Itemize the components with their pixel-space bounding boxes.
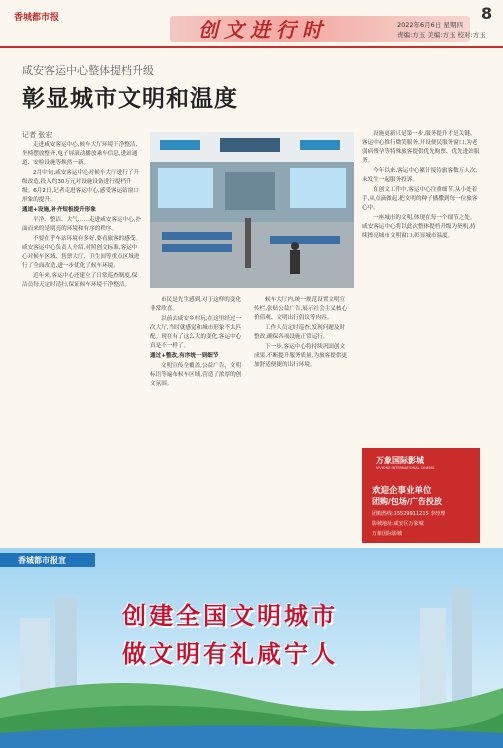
paragraph: 工作人员定时巡查,发现问题及时整改,确保各项设施正常运行。 — [254, 325, 346, 340]
paragraph: 以前去咸安乡村玩,在这里经过一次大厅,当时就感觉和城市形象不太匹配。现在有了这么大的变化,客运中心真是不一样了。 — [150, 316, 242, 349]
paragraph: 设施更新只是第一步,服务提升才是关键。客运中心推行微笑服务,开设便民服务窗口,为老弱病残孕等特殊旅客提供优先购票、优先进站服务。 — [362, 131, 480, 164]
paragraph: 不要在乎车站环境有多好,要看旅客的感受。咸安客运中心负责人介绍,对照创文标准,客运中心对候车区域、售票大厅、卫生间等重点区域进行了全面改造,进一步优化了候车环境。 — [22, 236, 142, 269]
article-column-3 — [254, 296, 350, 543]
article-subhead: 通道+设施,补齐短板提升形象 — [22, 207, 96, 213]
header-divider — [0, 46, 503, 48]
paragraph: 走进咸安客运中心,候车大厅环境干净整洁,坐椅摆放整齐,电子屏滚动播放乘车信息,进站通道、安检设施等焕然一新。 — [22, 142, 138, 166]
publication-date: 2022年6月6日 星期四 — [397, 21, 463, 29]
section-title: 创文进行时 — [198, 18, 328, 42]
station-hall-photo — [150, 132, 354, 288]
paragraph: 文明宣传全覆盖,公益广告、文明标语等遍布候车区域,营造了浓厚的创文氛围。 — [150, 363, 242, 387]
article-byline: 记者 张宏 — [22, 131, 53, 139]
ad-services: 团购/包场/广告投放 — [372, 497, 442, 506]
poster-tag-label: 香城都市报宣 — [18, 556, 66, 565]
paragraph: 平净、整洁、大气……走进咸安客运中心,扑面而来的是明亮的环境和有序的秩序。 — [22, 217, 142, 232]
article-column-4 — [362, 130, 480, 442]
article-kicker: 咸安客运中心整体提档升级 — [22, 64, 154, 77]
newspaper-logo: 香城都市报 — [14, 13, 60, 23]
article-column-1 — [22, 141, 142, 543]
page-number: 8 — [481, 4, 493, 23]
paragraph: 下一步,客运中心将持续巩固创文成果,不断提升服务质量,为旅客提供更加舒适便捷的出行环境。 — [254, 344, 348, 368]
paragraph: 2月中旬,咸安客运中心对候车大厅进行了升级改造,投入约30万元对设施设备进行提档升级。6月2日,记者走进客运中心,感受客运站窗口形象的提升。 — [22, 170, 140, 203]
ad-brand-english: VIVIONE INTERNATIONAL CINEMA — [376, 466, 435, 470]
article-column-2 — [150, 296, 246, 543]
ad-footer: 万象国际影城 — [372, 531, 403, 537]
article-subhead: 通过+整改,有序统一到细节 — [150, 353, 219, 359]
paragraph: 今年以来,客运中心累计接待旅客数万人次,未发生一起服务投诉。 — [362, 168, 478, 183]
ad-phone: 团购热线:15529911215 李经理 — [372, 511, 446, 517]
ad-brand: 万象国际影城 — [376, 456, 424, 465]
poster-slogan-line-1: 创建全国文明城市 — [122, 602, 338, 630]
paragraph: 一座城市的文明,体现在每一个细节之处。咸安客运中心将以此次整体提档升级为契机,持续擦亮城市文明窗口,彰显城市温度。 — [362, 215, 476, 239]
article-headline: 彰显城市文明和温度 — [22, 86, 238, 112]
ad-address: 影城地址:咸安区万象城 — [372, 521, 424, 527]
station-hall-illustration — [150, 132, 354, 288]
paragraph: 在创文工作中,客运中心注重细节,从小处着手,从点滴做起,把文明的种子播撒到每一位旅客心中。 — [362, 187, 478, 211]
editor-credits: 责编:方玉 美编:方玉 校对:方玉 — [397, 31, 486, 39]
poster-slogan-line-2: 做文明有礼咸宁人 — [122, 640, 338, 668]
paragraph: 近年来,客运中心还建立了日常巡查制度,保洁员每天定时清扫,保证候车环境干净整洁。 — [22, 273, 138, 288]
paragraph: 候车大厅内,统一规范设置文明宣传栏,张贴公益广告,展示社会主义核心价值观、文明出行倡议等内容。 — [254, 297, 348, 321]
paragraph: 市民是先生感到,对于这样的变化非常欣喜。 — [150, 297, 242, 312]
ad-headline: 欢迎企事业单位 — [372, 486, 432, 496]
